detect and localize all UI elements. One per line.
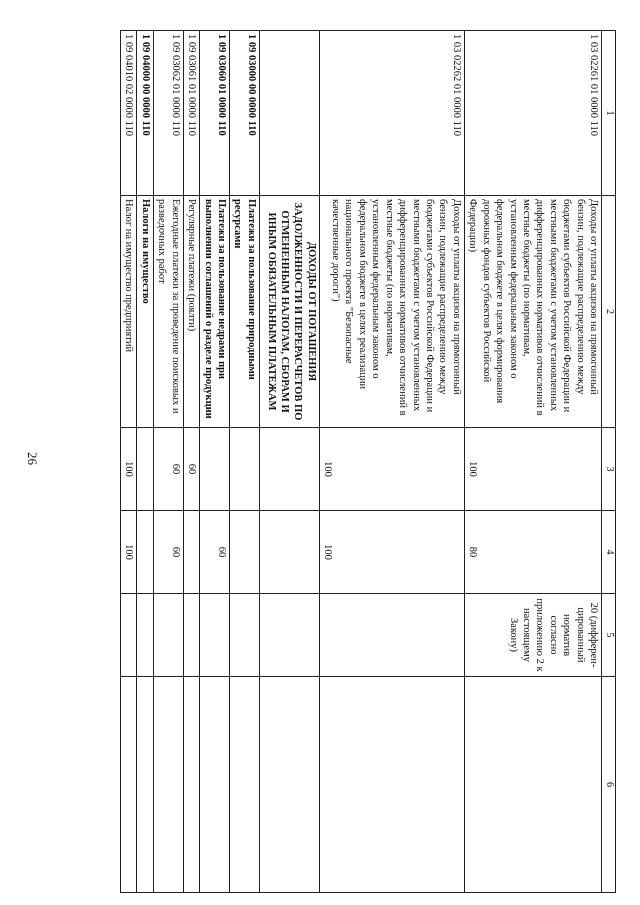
- row-col3: 100: [120, 428, 136, 511]
- row-name: Регулярные платежи (роялти): [183, 196, 199, 428]
- table-row: [229, 31, 259, 893]
- row-code: 1 03 02262 01 0000 110: [319, 31, 464, 196]
- column-header-3: 3: [602, 428, 616, 511]
- row-name: ДОХОДЫ ОТ ПОГАШЕНИЯ ЗАДОЛЖЕННОСТИ И ПЕРЕРАСЧЕТОВ ПО ОТМЕНЕННЫМ НАЛОГАМ, СБОРАМ И ИНЫМ ОБЯЗАТЕЛЬНЫМ ПЛАТЕЖАМ: [259, 196, 319, 428]
- row-col4: [183, 511, 199, 594]
- row-col4: [259, 511, 319, 594]
- row-code: 1 09 03060 01 0000 110: [200, 31, 230, 196]
- row-col5: [259, 594, 319, 677]
- row-col5: [183, 594, 199, 677]
- row-code: 1 03 02261 01 0000 110: [464, 31, 601, 196]
- row-col6: [200, 677, 230, 893]
- table-row: [259, 31, 319, 893]
- column-header-1: 1: [602, 31, 616, 196]
- row-col5: [153, 594, 183, 677]
- table-row: [120, 31, 136, 893]
- row-col6: [183, 677, 199, 893]
- row-code: [259, 31, 319, 196]
- column-header-4: 4: [602, 511, 616, 594]
- row-code: 1 09 03061 01 0000 110: [183, 31, 199, 196]
- column-header-2: 2: [602, 196, 616, 428]
- row-col5: [137, 594, 153, 677]
- row-col6: [137, 677, 153, 893]
- row-col6: [120, 677, 136, 893]
- row-name: Налоги на имущество: [137, 196, 153, 428]
- row-col3: [229, 428, 259, 511]
- row-col3: 100: [319, 428, 464, 511]
- row-name: Платежи за пользование природными ресурсами: [229, 196, 259, 428]
- table-row: [464, 31, 601, 893]
- row-col3: 100: [464, 428, 601, 511]
- row-code: 1 09 03062 01 0000 110: [153, 31, 183, 196]
- page-number: 26: [25, 452, 40, 465]
- table-row: [319, 31, 464, 893]
- row-name: Платежи за пользование недрами при выполнении соглашений о разделе продукции: [200, 196, 230, 428]
- table-row: [153, 31, 183, 893]
- row-col5: 20 (дифферен-цированный норматив согласно приложению 2 к настоящему Закону): [464, 594, 601, 677]
- column-header-5: 5: [602, 594, 616, 677]
- row-col6: [229, 677, 259, 893]
- revenue-norms-table: [120, 30, 616, 893]
- row-col4: 80: [464, 511, 601, 594]
- row-col6: [259, 677, 319, 893]
- row-name: Налог на имущество предприятий: [120, 196, 136, 428]
- row-code: 1 09 04010 02 0000 110: [120, 31, 136, 196]
- table-row: [200, 31, 230, 893]
- row-col5: [120, 594, 136, 677]
- row-code: 1 09 03000 00 0000 110: [229, 31, 259, 196]
- rotated-table-page: [120, 30, 616, 893]
- row-col5: [200, 594, 230, 677]
- row-col6: [153, 677, 183, 893]
- row-col6: [464, 677, 601, 893]
- row-col3: [137, 428, 153, 511]
- column-header-6: 6: [602, 677, 616, 893]
- row-col3: [200, 428, 230, 511]
- row-col5: [319, 594, 464, 677]
- table-row: [183, 31, 199, 893]
- column-number-row: [602, 31, 616, 893]
- row-col3: [259, 428, 319, 511]
- row-col4: [137, 511, 153, 594]
- row-col4: [229, 511, 259, 594]
- row-name: Ежегодные платежи за проведение поисковых и разведочных работ: [153, 196, 183, 428]
- row-col4: 60: [200, 511, 230, 594]
- row-col4: 100: [120, 511, 136, 594]
- row-name: Доходы от уплаты акцизов на прямогонный бензин, подлежащие распределению между бюджетами субъектов Российской Федерации и местными бюджетами с учетом установленных дифференцированных нормативов отчислений в местные бюджеты (по нормативам, установленным федеральным законом о федеральном бюджете в целях реализации национального проекта "Безопасные качественные дороги"): [319, 196, 464, 428]
- row-col6: [319, 677, 464, 893]
- row-name: Доходы от уплаты акцизов на прямогонный бензин, подлежащие распределению между бюджетами субъектов Российской Федерации и местными бюджетами с учетом установленных дифференцированных нормативов отчислений в местные бюджеты (по нормативам, установленным федеральным законом о федеральном бюджете в целях формирования дорожных фондов субъектов Российской Федерации): [464, 196, 601, 428]
- table-row: [137, 31, 153, 893]
- row-code: 1 09 04000 00 0000 110: [137, 31, 153, 196]
- row-col4: 100: [319, 511, 464, 594]
- row-col4: 60: [153, 511, 183, 594]
- row-col3: 60: [183, 428, 199, 511]
- row-col5: [229, 594, 259, 677]
- row-col3: 60: [153, 428, 183, 511]
